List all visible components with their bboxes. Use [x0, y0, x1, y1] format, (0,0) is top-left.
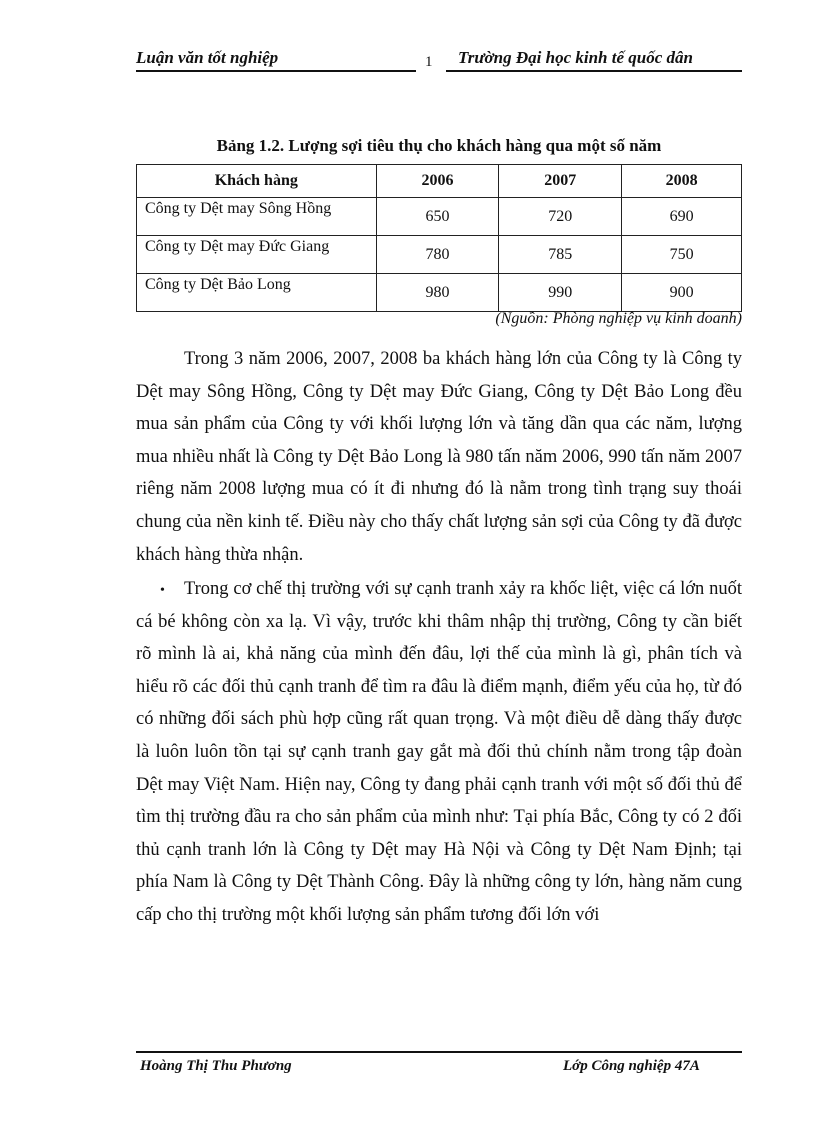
table-caption: Bảng 1.2. Lượng sợi tiêu thụ cho khách hàng qua một số năm	[216, 136, 662, 155]
table-header-row	[137, 165, 742, 198]
table-row	[137, 274, 742, 312]
body-paragraph-1: Trong 3 năm 2006, 2007, 2008 ba khách hàng lớn của Công ty là Công ty Dệt may Sông Hồng, Công ty Dệt may Đức Giang, Công ty Dệt Bảo Long đều mua sản phẩm của Công ty với khối lượng lớn và tăng dần qua các năm, lượng mua nhiều nhất là Công ty Dệt Bảo Long là 980 tấn năm 2006, 990 tấn năm 2007 riêng năm 2008 lượng mua có ít đi nhưng đó là nằm trong tình trạng suy thoái chung của nền kinh tế. Điều này cho thấy chất lượng sản sợi của Công ty đã được khách hàng thừa nhận.	[136, 349, 742, 565]
footer-class: Lớp Công nghiệp 47A	[563, 1058, 700, 1074]
header-right-title: Trường Đại học kinh tế quốc dân	[458, 48, 693, 67]
header-left-title: Luận văn tốt nghiệp	[136, 48, 279, 67]
header-2006: 2006	[376, 165, 499, 198]
table-row	[137, 198, 742, 236]
header-customer: Khách hàng	[137, 165, 377, 198]
header-left-rule	[136, 70, 416, 72]
cell-value: 690	[622, 198, 742, 236]
cell-customer: Công ty Dệt may Sông Hồng	[137, 198, 377, 236]
cell-value: 980	[376, 274, 499, 312]
header-2008: 2008	[622, 165, 742, 198]
cell-value: 900	[622, 274, 742, 312]
bullet-icon: •	[160, 583, 165, 598]
table-source-note: (Nguồn: Phòng nghiệp vụ kinh doanh)	[495, 310, 742, 327]
page-number: 1	[425, 54, 433, 70]
cell-value: 720	[499, 198, 622, 236]
footer-rule	[136, 1051, 742, 1053]
cell-value: 785	[499, 236, 622, 274]
cell-value: 990	[499, 274, 622, 312]
cell-customer: Công ty Dệt may Đức Giang	[137, 236, 377, 274]
customer-table	[136, 164, 742, 312]
cell-value: 650	[376, 198, 499, 236]
table-row	[137, 236, 742, 274]
body-paragraph-2: Trong cơ chế thị trường với sự cạnh tranh xảy ra khốc liệt, việc cá lớn nuốt cá bé không còn xa lạ. Vì vậy, trước khi thâm nhập thị trường, Công ty cần biết rõ mình là ai, khả năng của mình đến đâu, lợi thế của mình là gì, phân tích và hiểu rõ các đối thủ cạnh tranh để tìm ra đâu là điểm mạnh, điểm yếu của họ, từ đó có những đối sách phù hợp cũng rất quan trọng. Và một điều dễ dàng thấy được là luôn luôn tồn tại sự cạnh tranh gay gắt mà đối thủ chính nằm trong tập đoàn Dệt may Việt Nam. Hiện nay, Công ty đang phải cạnh tranh với một số đối thủ để tìm thị trường đầu ra cho sản phẩm của mình như: Tại phía Bắc, Công ty có 2 đối thủ cạnh tranh lớn là Công ty Dệt may Hà Nội và Công ty Dệt Nam Định; tại phía Nam là Công ty Dệt Thành Công. Đây là những công ty lớn, hàng năm cung cấp cho thị trường một khối lượng sản phẩm tương đối lớn với	[136, 579, 742, 925]
header-2007: 2007	[499, 165, 622, 198]
cell-customer: Công ty Dệt Bảo Long	[137, 274, 377, 312]
footer-author: Hoàng Thị Thu Phương	[140, 1058, 292, 1074]
cell-value: 780	[376, 236, 499, 274]
cell-value: 750	[622, 236, 742, 274]
header-right-rule	[446, 70, 742, 72]
